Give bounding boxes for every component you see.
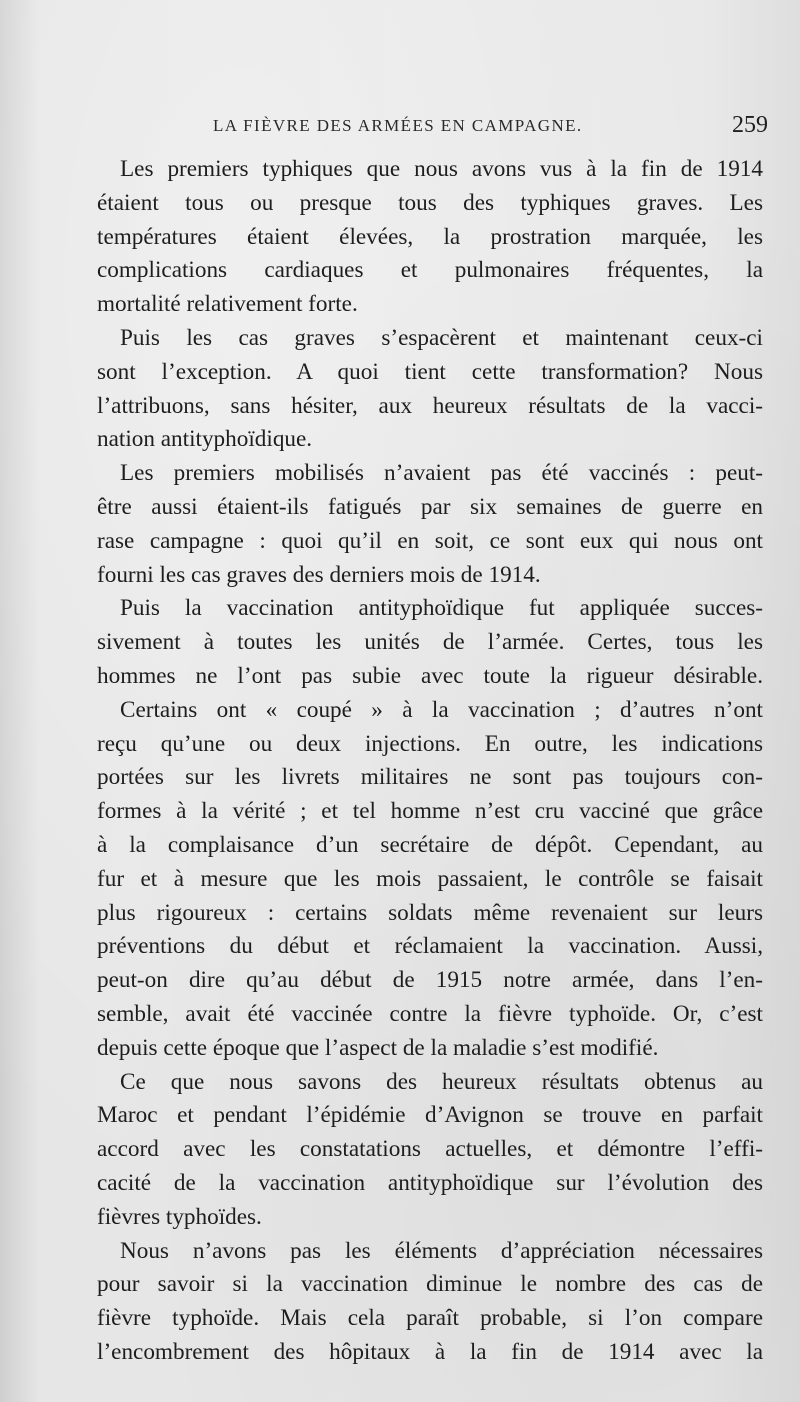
text-line: plus rigoureux : certains soldats même revenaient sur leurs bbox=[97, 899, 763, 926]
text-line: Puis les cas graves s’espacèrent et maintenant ceux-ci bbox=[120, 324, 763, 351]
text-line: préventions du début et réclamaient la vaccination. Aussi, bbox=[97, 933, 763, 960]
text-line: reçu qu’une ou deux injections. En outre, les indications bbox=[97, 730, 763, 757]
text-line: complications cardiaques et pulmonaires fréquentes, la bbox=[97, 257, 763, 284]
text-line: étaient tous ou presque tous des typhiques graves. Les bbox=[97, 189, 763, 216]
text-line: formes à la vérité ; et tel homme n’est cru vacciné que grâce bbox=[97, 798, 763, 825]
text-line: depuis cette époque que l’aspect de la maladie s’est modifié. bbox=[97, 1034, 659, 1061]
text-line: Maroc et pendant l’épidémie d’Avignon se trouve en parfait bbox=[97, 1102, 763, 1129]
text-line: portées sur les livrets militaires ne sont pas toujours con- bbox=[97, 764, 763, 791]
text-line: fourni les cas graves des derniers mois de 1914. bbox=[97, 561, 541, 588]
text-line: l’attribuons, sans hésiter, aux heureux résultats de la vacci- bbox=[97, 392, 763, 419]
text-line: Certains ont « coupé » à la vaccination ; d’autres n’ont bbox=[120, 696, 763, 723]
text-line: fur et à mesure que les mois passaient, le contrôle se faisait bbox=[97, 865, 763, 892]
text-line: fièvres typhoïdes. bbox=[97, 1203, 262, 1230]
text-line: Nous n’avons pas les éléments d’appréciation nécessaires bbox=[120, 1237, 763, 1264]
text-line: pour savoir si la vaccination diminue le nombre des cas de bbox=[97, 1271, 763, 1298]
text-line: peut-on dire qu’au début de 1915 notre armée, dans l’en- bbox=[97, 967, 763, 994]
text-line: Les premiers typhiques que nous avons vus à la fin de 1914 bbox=[120, 156, 763, 182]
body-text bbox=[97, 153, 763, 1370]
text-line: semble, avait été vaccinée contre la fièvre typhoïde. Or, c’est bbox=[97, 1000, 763, 1027]
text-line: Ce que nous savons des heureux résultats obtenus au bbox=[120, 1068, 763, 1095]
text-line: fièvre typhoïde. Mais cela paraît probable, si l’on compare bbox=[97, 1305, 763, 1332]
text-line: à la complaisance d’un secrétaire de dépôt. Cependant, au bbox=[97, 831, 763, 858]
page-header bbox=[213, 112, 768, 142]
text-line: mortalité relativement forte. bbox=[97, 291, 358, 318]
text-line: cacité de la vaccination antityphoïdique sur l’évolution des bbox=[97, 1169, 763, 1196]
running-title: LA FIÈVRE DES ARMÉES EN CAMPAGNE. bbox=[213, 116, 583, 135]
text-line: hommes ne l’ont pas subie avec toute la rigueur désirable. bbox=[97, 662, 763, 689]
text-line: être aussi étaient-ils fatigués par six semaines de guerre en bbox=[97, 493, 763, 520]
text-line: températures étaient élevées, la prostration marquée, les bbox=[97, 223, 763, 250]
text-line: sont l’exception. A quoi tient cette transformation? Nous bbox=[97, 358, 763, 385]
text-line: Les premiers mobilisés n’avaient pas été vaccinés : peut- bbox=[120, 460, 763, 487]
text-line: Puis la vaccination antityphoïdique fut appliquée succes- bbox=[120, 595, 763, 622]
text-line: rase campagne : quoi qu’il en soit, ce sont eux qui nous ont bbox=[97, 527, 763, 554]
text-line: nation antityphoïdique. bbox=[97, 426, 313, 453]
page-number: 259 bbox=[732, 112, 768, 138]
text-line: accord avec les constatations actuelles, et démontre l’effi- bbox=[97, 1136, 763, 1163]
text-line: sivement à toutes les unités de l’armée. Certes, tous les bbox=[97, 629, 763, 656]
text-line: l’encombrement des hôpitaux à la fin de 1914 avec la bbox=[97, 1338, 763, 1365]
